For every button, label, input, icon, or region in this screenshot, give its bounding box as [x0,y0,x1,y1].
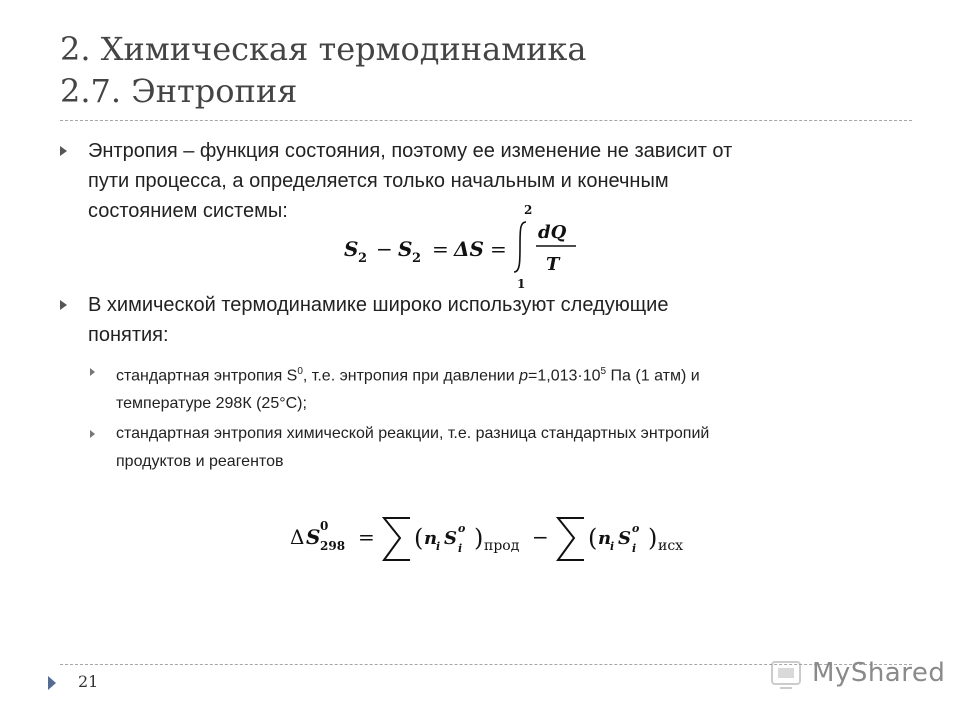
formula2-label-reagents: исх [658,538,684,554]
bullet-1-line-3: состоянием системы: [88,200,288,222]
page-number: 21 [78,672,99,691]
formula2-paren-close-2: ) [648,524,658,552]
formula1-s2: S [344,237,359,261]
formula2-paren-open-2: ( [588,524,598,552]
slide-title [60,28,587,112]
sub1-sup-zero: 0 [297,366,303,377]
summation-sign-icon [384,518,410,560]
title-line-1: 2. Химическая термодинамика [60,30,587,68]
sub-bullet-2-line-2: продуктов и реагентов [116,453,284,470]
sub-bullet-arrow-icon [90,430,95,438]
formula1-s2-sub: 2 [358,251,368,266]
formula2-sup: 0 [320,519,329,533]
sub1-text-d: Па (1 атм) и [606,367,700,385]
sub-bullet-arrow-icon [90,368,95,376]
formula2-si-sub-2: i [632,542,637,555]
formula1-delta-s: ΔS [454,237,484,261]
bullet-1-line-2: пути процесса, а определяется только начальным и конечным [88,170,669,192]
watermark-text: MyShared [812,658,946,688]
formula2-si-sub-1: i [458,542,463,555]
formula2-label-products: прод [484,538,520,554]
formula2-paren-open-1: ( [414,524,424,552]
formula2-minus: − [532,525,549,549]
sub-bullet-2-line-1: стандартная энтропия химической реакции, т.е. разница стандартных энтропий [116,425,710,442]
bullet-arrow-icon [60,300,67,310]
sub1-italic-p: p [519,367,529,385]
bullet-arrow-icon [60,146,67,156]
bullet-2 [88,290,668,350]
formula2-eq: = [358,525,375,549]
bullet-2-line-1: В химической термодинамике широко используют следующие [88,294,669,316]
formula1-s1-sub: 2 [412,251,422,266]
formula2-si-sup-2: o [632,522,640,535]
formula2-s: S [306,525,321,549]
sub-bullet-1-line-2: температуре 298К (25°С); [116,395,307,413]
formula2-si-1: S [444,528,457,549]
formula2-si-sup-1: o [458,522,466,535]
formula1-denominator: T [546,254,560,275]
formula1-upper-limit: 2 [524,203,533,217]
formula1-eq1: = [432,237,449,261]
formula1-s1: S [398,237,413,261]
formula2-sub: 298 [320,539,346,553]
formula1-numerator: dQ [538,222,567,243]
formula2-paren-close-1: ) [474,524,484,552]
formula2-n-2: n [598,528,612,549]
sub-bullet-1-line-1 [116,358,896,390]
formula1-lower-limit: 1 [517,277,526,290]
integral-sign-icon [514,222,526,272]
formula2-delta: Δ [290,525,305,549]
formula2-si-2: S [618,528,631,549]
formula1-eq2: = [490,237,507,261]
title-line-2: 2.7. Энтропия [60,72,298,110]
sub-bullet-2 [116,420,896,476]
summation-sign-icon [558,518,584,560]
bullet-2-line-2: понятия: [88,324,169,346]
sub-bullet-1 [116,358,896,418]
entropy-integral-formula [340,200,580,290]
slide-nav-arrow-icon[interactable] [48,676,56,690]
formula1-minus: − [376,237,393,261]
formula2-n-1: n [424,528,438,549]
sub1-text-a: стандартная энтропия S [116,367,298,385]
sub1-sup-five: 5 [600,366,607,377]
formula2-n-sub-1: i [436,540,441,553]
sub1-text-b: , т.е. энтропия при давлении [302,367,520,385]
title-divider [60,120,912,121]
sub1-text-c: =1,013·10 [528,367,601,385]
formula2-n-sub-2: i [610,540,615,553]
reaction-entropy-formula [288,500,708,570]
bullet-1-line-1: Энтропия – функция состояния, поэтому ее изменение не зависит от [88,140,733,162]
